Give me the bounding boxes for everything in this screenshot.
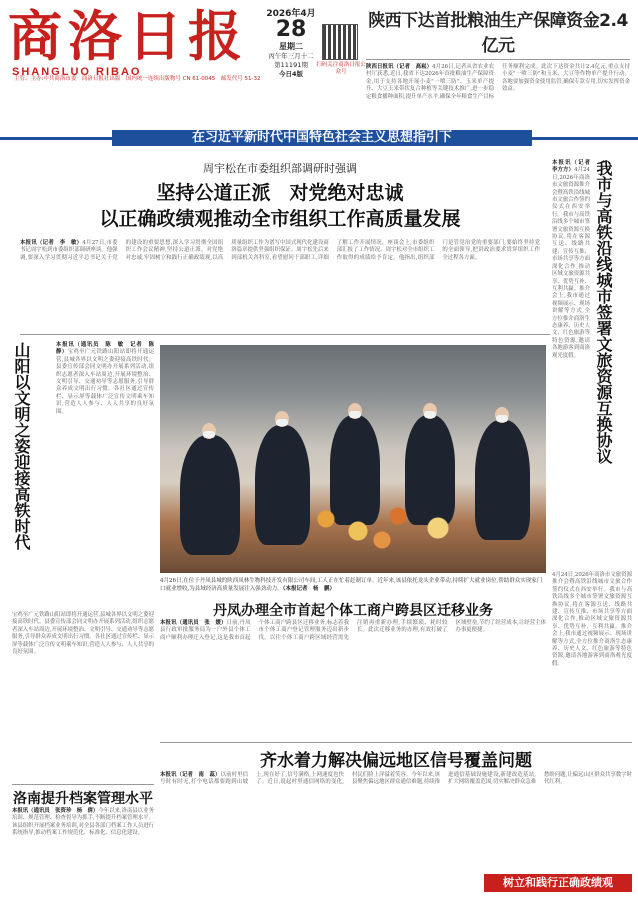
- photo-caption-text: 4月26日,在位于丹凤县城的陕西凤林生物科技开发有限公司车间,工人正在忙着赶制订单。近年来,该县依托龙头企业带动,持续扩大就业岗位,帮助群众实现家门口就业增收,为县域经济高质量发展注入强劲动力。: [160, 578, 543, 592]
- date-year-month: 2026年4月: [266, 9, 316, 19]
- top-story-byline: 陕西日报讯（记者 高崧）: [366, 64, 433, 70]
- bottom-story-header: [160, 746, 632, 771]
- worker-mask: [349, 411, 361, 418]
- left-story-headline-box: [12, 342, 52, 612]
- bottom-story-body: [160, 772, 632, 870]
- lower-left-rule: [12, 784, 154, 785]
- lower-left-byline: 本报讯（通讯员 张资珍 杨 倩）: [12, 808, 99, 814]
- mid-story-byline: 本报讯（通讯员 张 媛）: [160, 620, 227, 626]
- top-story: [366, 6, 630, 124]
- left-story-headline: 山阳以文明之姿迎接高铁时代: [12, 342, 31, 550]
- date-day: 28: [275, 17, 307, 42]
- masthead-title: 商洛日报: [8, 5, 248, 68]
- qr-code-icon: [322, 24, 358, 60]
- lead-story-kicker: 周宇松在市委组织部调研时强调: [203, 162, 357, 175]
- mid-story-text: 日前,丹凤县行政审批服务局为一户外县个体工商户顺利办理迁入登记,这是我市首起个体工商户跨县区迁移业务,标志着我市个体工商户登记管理服务迈出新步伐。以往个体工商户跨区域经营需先注销再重新办理,手续繁琐、耗时较长。此次迁移业务的办理,有效打破了区域壁垒,节约了经营成本,让经营主体办事更便捷。: [160, 620, 546, 641]
- right-story-headline-box: [594, 160, 634, 560]
- lead-story-headline-2: 以正确政绩观推动全市组织工作高质量发展: [99, 208, 461, 230]
- lead-story-rule: [20, 334, 550, 335]
- date-lunar: 丙午年三月十二: [268, 52, 314, 60]
- bottom-tag: 树立和践行正确政绩观: [484, 874, 632, 892]
- lead-story-header: [20, 160, 540, 232]
- worker-mask: [276, 419, 288, 426]
- worker-mask: [496, 415, 508, 422]
- worker-mask: [203, 431, 215, 438]
- qr-caption: 扫码关注商洛日报公众号: [316, 62, 366, 75]
- right-story-text-continued: 4月24日,2026年商洛市文旅资源推介会暨高铁沿线城市文旅合作签约仪式在西安举行。我市与高铁沿线多个城市签署文旅资源互换协议,将在客源互送、线路共建、宣传互推、市场共享等方面深化合作,推动区域文旅资源共享、优势互补、互利共赢。推介会上,我市通过视频展示、现场讲解等方式,全方位推介商洛生态康养、历史人文、红色旅游等特色资源,邀请各地游客到商洛观光度假。: [552, 572, 632, 667]
- worker-mask: [424, 411, 436, 418]
- right-story-body-top: [552, 160, 596, 570]
- photo-caption: [160, 578, 546, 593]
- photo-credit: （本报记者 杨 鹏）: [282, 585, 336, 592]
- date-weekday: 星期二: [279, 42, 303, 51]
- masthead: [8, 5, 258, 78]
- lower-left-headline: 洛南提升档案管理水平: [13, 791, 153, 807]
- theme-banner: [0, 128, 638, 148]
- top-story-rule: [366, 59, 630, 60]
- banner-text: 在习近平新时代中国特色社会主义思想指引下: [112, 130, 532, 146]
- worker-figure: [475, 420, 530, 540]
- right-story-text: 4月24日,2026年商洛市文旅资源推介会暨高铁沿线城市文旅合作签约仪式在西安举行。我市与高铁沿线多个城市签署文旅资源互换协议,将在客源互送、线路共建、宣传互推、市场共享等方面深化合作,推动区域文旅资源共享、优势互补、互利共赢。推介会上,我市通过视频展示、现场讲解等方式,全方位推介商洛生态康养、历史人文、红色旅游等特色资源,邀请各地游客到商洛观光度假。: [552, 167, 590, 359]
- bottom-story-rule: [160, 742, 632, 743]
- top-story-text: 4月26日,记者从省农业农村厅获悉,近日,我省下达2026年首批粮油生产保障资金,用于支持各地开展小麦"一喷三防"、玉米单产提升、大豆玉米带状复合种植等关键技术推广,进一步稳定粮食播种面积,提升单产水平,确保全年粮食生产目标任务顺利完成。此次下达资金共计2.4亿元,重点支持小麦"一喷三防"和玉米、大豆等作物单产提升行动。各地要加强资金使用监管,确保专款专用,切实发挥资金效益。: [366, 64, 630, 100]
- lower-left-text: 今年以来,洛南县以业务培训、规范管理、检查督导为抓手,不断提升档案管理水平。该县组织开展档案业务培训,对全县各部门档案工作人员进行系统指导,推动档案工作规范化、标准化、信息化建设。: [12, 808, 154, 837]
- page-count: 今日4版: [278, 70, 304, 78]
- left-story-continued: [12, 612, 154, 782]
- lead-story-text: 4月27日,市委书记周宇松到市委组织部调研座谈。他强调,要深入学习贯彻习近平总书记关于党的建设的重要思想,深入学习贯彻全国组织工作会议精神,坚持公道正派、对党绝对忠诚,牢固树立和践行正确政绩观,以高质量组织工作为谱写中国式现代化建设商洛篇章提供坚强组织保证。周宇松先后来到部机关各科室,看望慰问干部职工,详细了解工作开展情况。座谈会上,市委组织部汇报了工作情况。周宇松对全市组织工作取得的成绩给予肯定。他指出,组织部门是管党治党的重要部门,要始终坚持党的全面领导,把讲政治要求贯穿组织工作全过程各方面。: [20, 240, 540, 261]
- worker-figure: [180, 435, 240, 555]
- left-story-text-continued: 宝鸡至广元铁路山阳站即将开通运营,县城各界以文明之姿迎接高铁时代。县委宣传部会同文明办开展系列活动,组织志愿者深入车站周边,开展环境整治、文明引导、交通劝导等志愿服务,引导群众养成文明出行习惯。各社区通过宣传栏、显示屏等载体广泛宣传文明乘车知识,营造人人参与、人人共享的良好氛围。: [12, 612, 154, 656]
- worker-figure: [255, 425, 310, 545]
- mid-story-headline: 丹凤办理全市首起个体工商户跨县区迁移业务: [213, 603, 493, 619]
- lead-story-body: [20, 240, 540, 330]
- left-story-text: 宝鸡至广元铁路山阳站即将开通运营,县城各界以文明之姿迎接高铁时代。县委宣传部会同文明办开展系列活动,组织志愿者深入车站周边,开展环境整治、文明引导、交通劝导等志愿服务,引导群众养成文明出行习惯。各社区通过宣传栏、显示屏等载体广泛宣传文明乘车知识,营造人人参与、人人共享的良好氛围。: [56, 349, 154, 415]
- mid-story-header: [160, 600, 546, 620]
- masthead-pinyin: SHANGLUO RIBAO: [12, 66, 142, 78]
- product-pile: [310, 495, 470, 555]
- bottom-story-headline: 齐水着力解决偏远地区信号覆盖问题: [260, 751, 532, 771]
- publication-info: 主管、主办:中共商洛市委 商洛日报社出版 国内统一连续出版物号 CN 61-0045 邮发代号 51-32: [14, 76, 261, 82]
- lead-story-byline: 本报讯（记者 李 敏）: [20, 240, 83, 246]
- issue-number: 第11191期: [274, 61, 308, 69]
- bottom-story-byline: 本报讯（记者 南 蕊）: [160, 772, 221, 778]
- lead-story-headline-1: 坚持公道正派 对党绝对忠诚: [156, 182, 404, 204]
- right-story-byline: 本报讯（记者 李方方）: [552, 160, 596, 174]
- bottom-story-text: 以前村里信号时有时无,打个电话都要跑到山坡上,现在好了,信号满格,上网速度也快了。近日,说起村里通信网络的变化,村民们脸上洋溢着笑容。今年以来,该县聚焦偏远地区群众通信难题,持续推进通信基础设施建设,新建改造基站,扩大网络覆盖范围,切实解决群众急难愁盼问题,让偏远山区群众共享数字时代红利。: [160, 772, 632, 786]
- right-story-headline: 我市与高铁沿线城市签署文旅资源互换协议: [594, 160, 613, 464]
- lower-left-header: [12, 788, 154, 808]
- top-story-headline: 陕西下达首批粮油生产保障资金2.4亿元: [368, 11, 628, 56]
- lower-left-body: [12, 808, 154, 892]
- left-story-byline: 本报讯（通讯员 陈 敏 记者 陈 静）: [56, 342, 160, 356]
- mid-story-body: [160, 620, 546, 738]
- factory-photo: [160, 345, 546, 573]
